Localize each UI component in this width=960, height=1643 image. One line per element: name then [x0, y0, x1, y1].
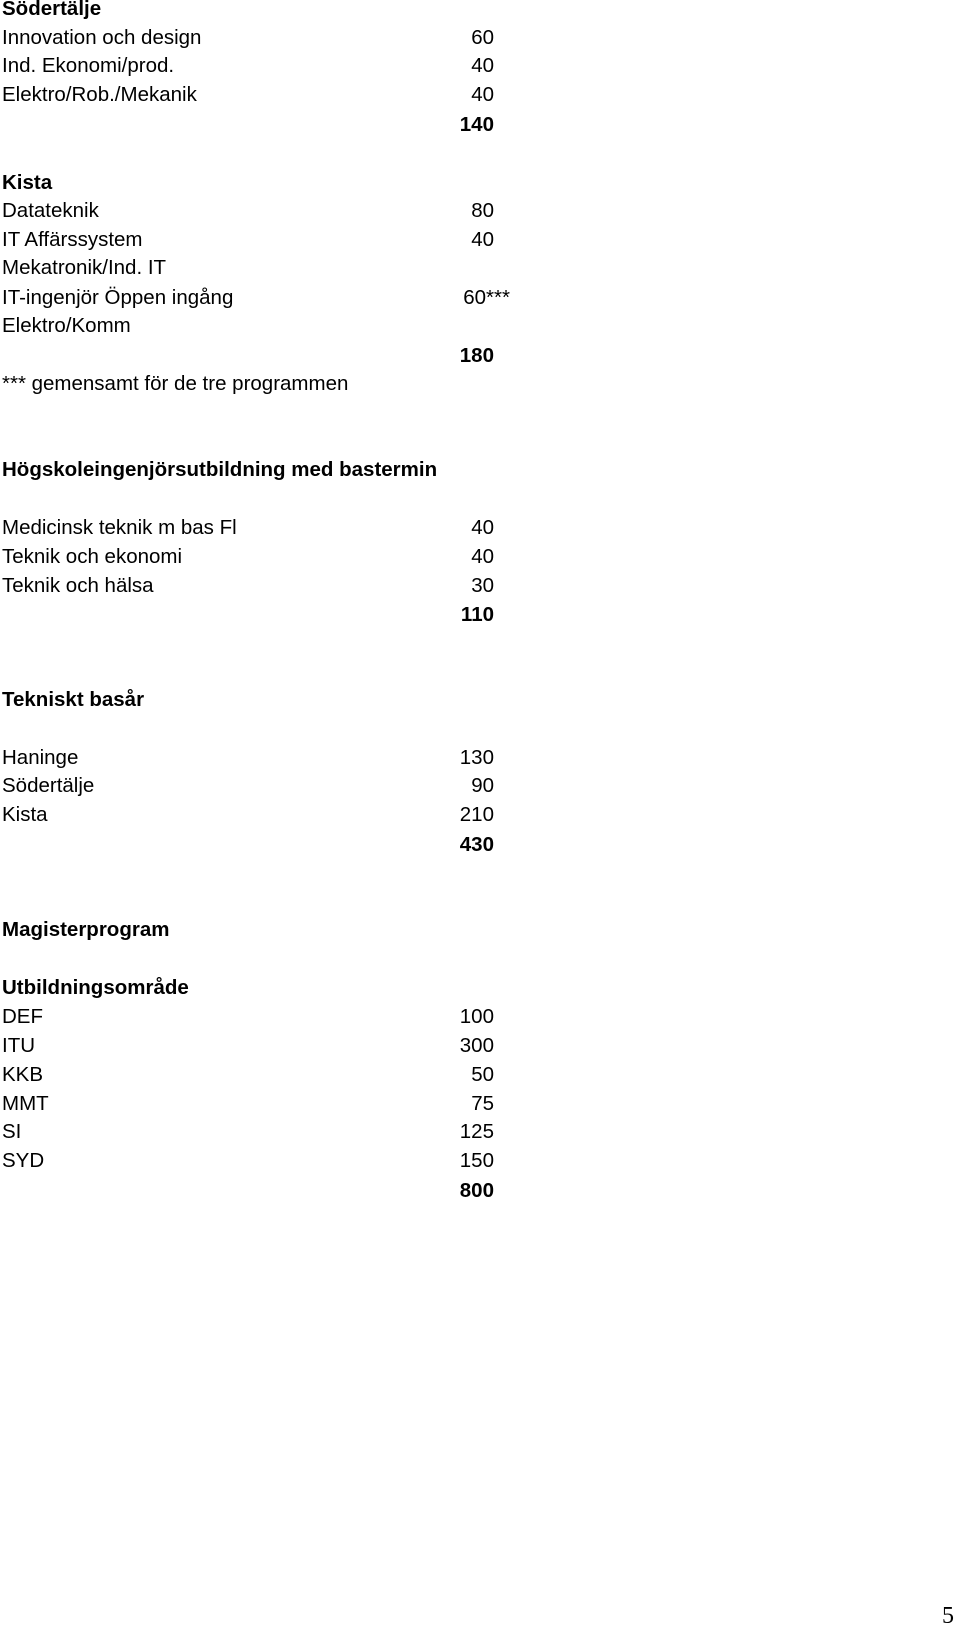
row-value: 210	[459, 803, 494, 826]
row-value: 40	[471, 516, 494, 539]
row-value: 80	[471, 199, 494, 222]
row-label: Haninge	[2, 746, 79, 769]
row-label: ITU	[2, 1034, 36, 1057]
row-value: 125	[459, 1120, 494, 1143]
row-label: Kista	[2, 803, 48, 826]
row-label: Innovation och design	[2, 26, 202, 49]
page-number: 5	[942, 1603, 954, 1629]
row-label: Elektro/Komm	[2, 314, 131, 337]
row-value: 30	[471, 574, 494, 597]
row-value: 40	[471, 228, 494, 251]
section-heading-kista: Kista	[2, 171, 53, 194]
row-label: IT Affärssystem	[2, 228, 143, 251]
row-label: IT-ingenjör Öppen ingång	[2, 286, 234, 309]
footnote: *** gemensamt för de tre programmen	[2, 372, 349, 395]
row-value: 40	[471, 83, 494, 106]
section-total: 110	[460, 603, 494, 626]
section-total: 800	[459, 1179, 494, 1202]
row-label: DEF	[2, 1005, 43, 1028]
row-label: Södertälje	[2, 774, 95, 797]
section-total: 180	[459, 344, 494, 367]
row-label: Elektro/Rob./Mekanik	[2, 83, 197, 106]
row-value: 60***	[463, 286, 510, 309]
row-label: SYD	[2, 1149, 45, 1172]
row-value: 40	[471, 545, 494, 568]
row-value: 40	[471, 54, 494, 77]
row-value: 90	[471, 774, 494, 797]
row-label: Datateknik	[2, 199, 99, 222]
section-subheading: Utbildningsområde	[2, 976, 189, 999]
row-value: 60	[471, 26, 494, 49]
section-total: 140	[459, 113, 494, 136]
section-heading-magister: Magisterprogram	[2, 918, 170, 941]
section-heading-bastermin: Högskoleingenjörsutbildning med bastermin	[2, 458, 438, 481]
row-label: KKB	[2, 1063, 44, 1086]
row-value: 130	[459, 746, 494, 769]
section-heading-basar: Tekniskt basår	[2, 688, 145, 711]
row-label: Teknik och ekonomi	[2, 545, 183, 568]
row-value: 100	[459, 1005, 494, 1028]
row-label: SI	[2, 1120, 22, 1143]
row-label: Medicinsk teknik m bas Fl	[2, 516, 237, 539]
row-label: Ind. Ekonomi/prod.	[2, 54, 175, 77]
section-total: 430	[459, 833, 494, 856]
row-value: 150	[459, 1149, 494, 1172]
row-value: 300	[459, 1034, 494, 1057]
row-value: 50	[471, 1063, 494, 1086]
row-label: Teknik och hälsa	[2, 574, 154, 597]
row-label: MMT	[2, 1092, 49, 1115]
section-heading-sodertalje: Södertälje	[2, 0, 102, 20]
row-value: 75	[471, 1092, 494, 1115]
row-label: Mekatronik/Ind. IT	[2, 256, 167, 279]
